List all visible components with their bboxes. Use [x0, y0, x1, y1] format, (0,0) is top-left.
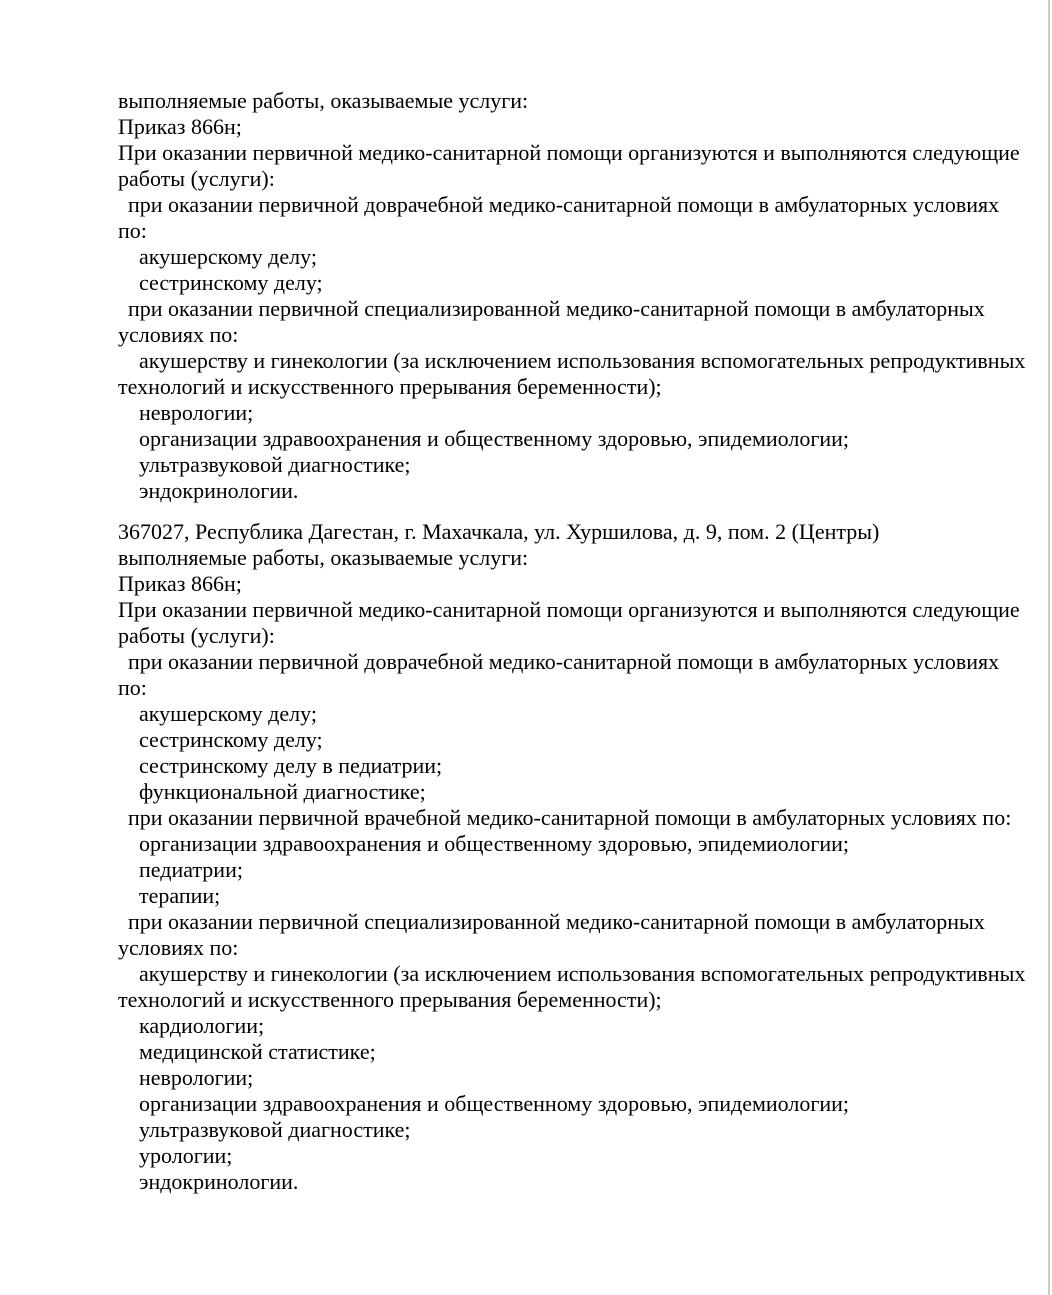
text-line: сестринскому делу;: [139, 270, 323, 295]
text-line: кардиологии;: [139, 1013, 265, 1038]
text-line: технологий и искусственного прерывания беременности);: [118, 374, 662, 399]
text-line: неврологии;: [139, 1065, 254, 1090]
text-line: функциональной диагностике;: [139, 779, 426, 804]
text-line: выполняемые работы, оказываемые услуги:: [118, 545, 529, 570]
document-text: [118, 88, 1026, 1195]
text-line: урологии;: [139, 1143, 233, 1168]
text-line: работы (услуги):: [118, 166, 275, 191]
text-line: организации здравоохранения и общественному здоровью, эпидемиологии;: [139, 426, 850, 451]
text-line: сестринскому делу в педиатрии;: [139, 753, 443, 778]
text-line: условиях по:: [118, 935, 239, 960]
license-works-section-2: [118, 519, 1026, 1195]
text-line: акушерскому делу;: [139, 701, 317, 726]
text-line: педиатрии;: [139, 857, 243, 882]
text-line: терапии;: [139, 883, 221, 908]
text-line: ультразвуковой диагностике;: [139, 452, 411, 477]
text-line: эндокринологии.: [139, 478, 299, 503]
text-line: При оказании первичной медико-санитарной помощи организуются и выполняются следующие: [118, 597, 1020, 622]
text-line: Приказ 866н;: [118, 114, 242, 139]
text-line: организации здравоохранения и общественному здоровью, эпидемиологии;: [139, 831, 850, 856]
text-line: Приказ 866н;: [118, 571, 242, 596]
text-line: выполняемые работы, оказываемые услуги:: [118, 88, 529, 113]
text-line: ультразвуковой диагностике;: [139, 1117, 411, 1142]
text-line: по:: [118, 218, 147, 243]
text-line: сестринскому делу;: [139, 727, 323, 752]
text-line: акушерству и гинекологии (за исключением использования вспомогательных репродуктивных: [139, 348, 1026, 373]
text-line: при оказании первичной специализированной медико-санитарной помощи в амбулаторных: [128, 296, 985, 321]
text-line: условиях по:: [118, 322, 239, 347]
text-line: при оказании первичной доврачебной медико-санитарной помощи в амбулаторных условиях: [128, 649, 1000, 674]
text-line: технологий и искусственного прерывания беременности);: [118, 987, 662, 1012]
text-line: При оказании первичной медико-санитарной помощи организуются и выполняются следующие: [118, 140, 1020, 165]
text-line: неврологии;: [139, 400, 254, 425]
text-line: работы (услуги):: [118, 623, 275, 648]
text-line: эндокринологии.: [139, 1169, 299, 1194]
text-line: организации здравоохранения и общественному здоровью, эпидемиологии;: [139, 1091, 850, 1116]
text-line: по:: [118, 675, 147, 700]
page-edge-divider: [1048, 0, 1050, 1295]
license-works-section-1: [118, 88, 1026, 504]
text-line: акушерскому делу;: [139, 244, 317, 269]
text-line: при оказании первичной врачебной медико-санитарной помощи в амбулаторных условиях по:: [128, 805, 1012, 830]
text-line: при оказании первичной специализированной медико-санитарной помощи в амбулаторных: [128, 909, 985, 934]
text-line: 367027, Республика Дагестан, г. Махачкала, ул. Хуршилова, д. 9, пом. 2 (Центры): [118, 519, 880, 544]
text-line: медицинской статистике;: [139, 1039, 376, 1064]
text-line: акушерству и гинекологии (за исключением использования вспомогательных репродуктивных: [139, 961, 1026, 986]
text-line: при оказании первичной доврачебной медико-санитарной помощи в амбулаторных условиях: [128, 192, 1000, 217]
